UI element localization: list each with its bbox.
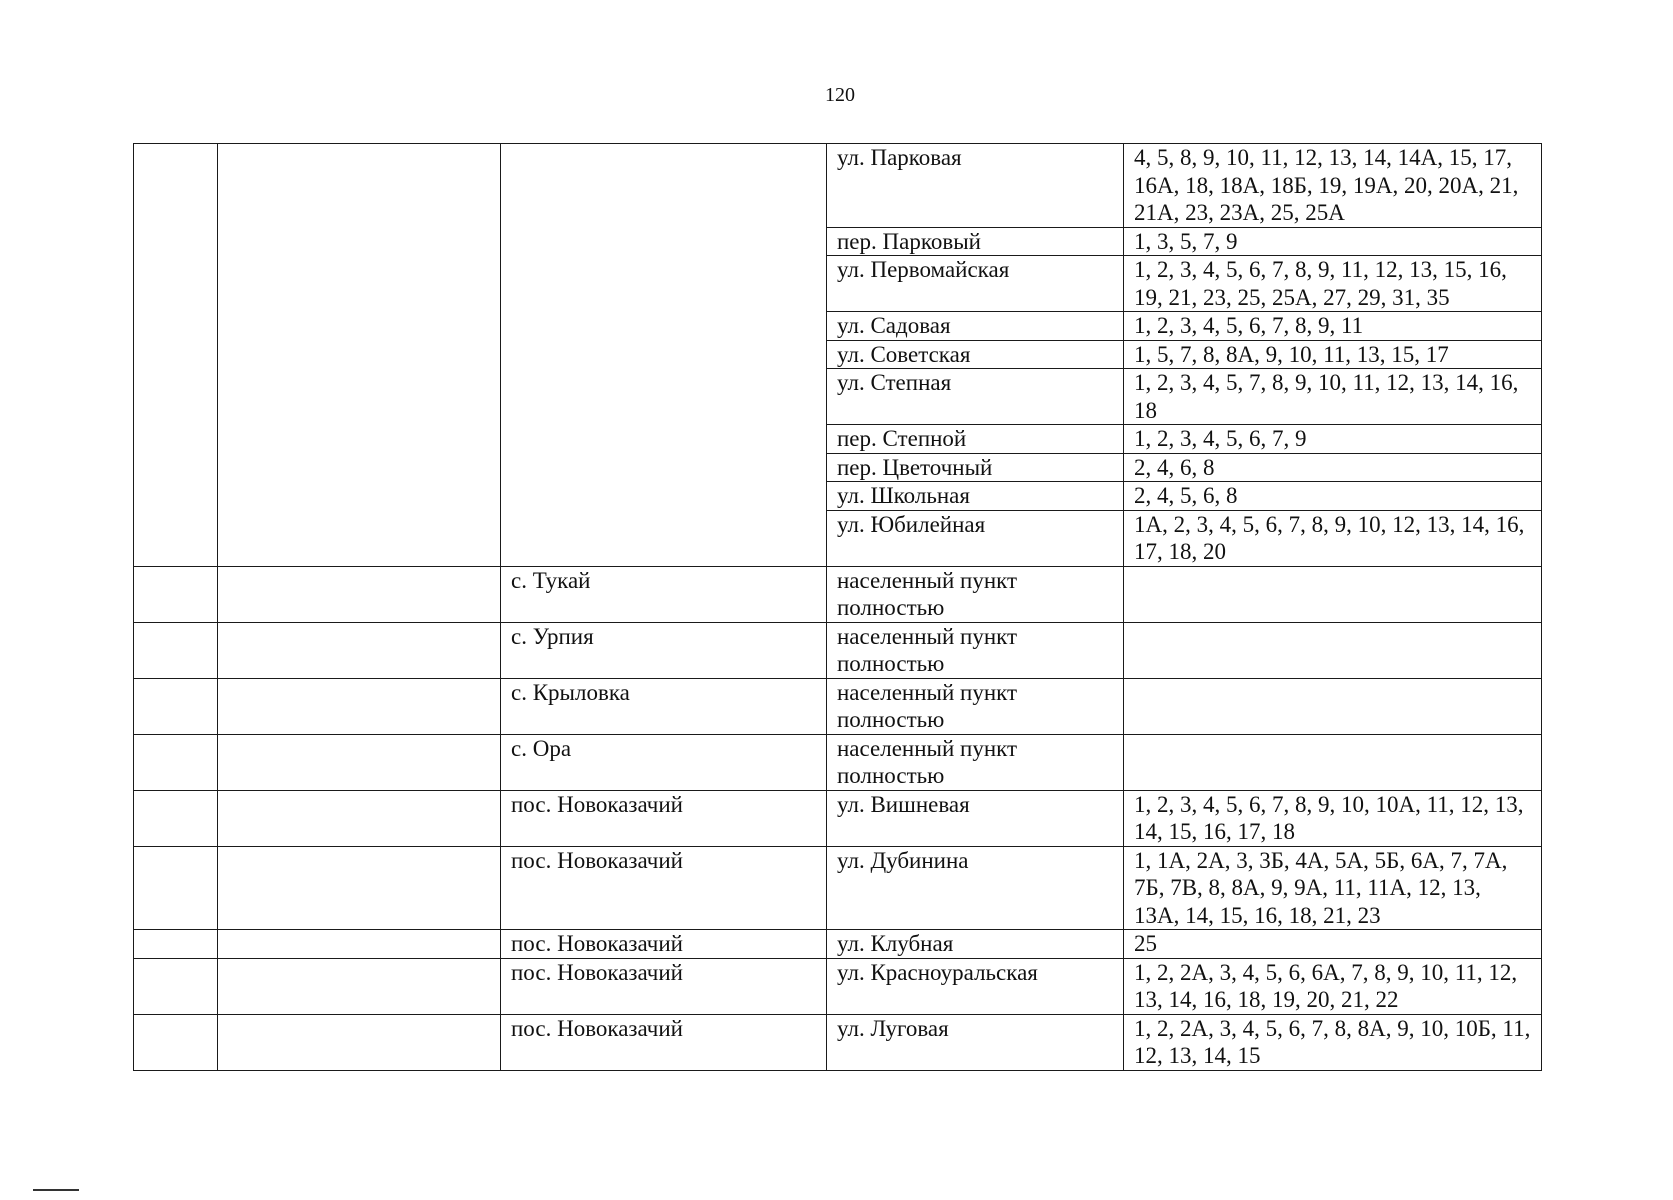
- houses-cell: 1, 2, 3, 4, 5, 6, 7, 8, 9, 11: [1124, 312, 1542, 341]
- district-cell: [218, 930, 501, 959]
- street-cell: ул. Вишневая: [827, 790, 1124, 846]
- street-cell: ул. Советская: [827, 340, 1124, 369]
- number-cell: [134, 1014, 218, 1070]
- houses-cell: 1, 1А, 2А, 3, 3Б, 4А, 5А, 5Б, 6А, 7, 7А, 7Б, 7В, 8, 8А, 9, 9А, 11, 11А, 12, 13, 13А, 14, 15, 16, 18, 21, 23: [1124, 846, 1542, 930]
- street-cell: пер. Парковый: [827, 227, 1124, 256]
- houses-cell: 2, 4, 5, 6, 8: [1124, 482, 1542, 511]
- table-row: [134, 622, 1542, 678]
- district-cell: [218, 566, 501, 622]
- number-cell: [134, 734, 218, 790]
- table-row: [134, 790, 1542, 846]
- settlement-cell: с. Тукай: [501, 566, 827, 622]
- number-cell: [134, 566, 218, 622]
- houses-cell: 1А, 2, 3, 4, 5, 6, 7, 8, 9, 10, 12, 13, 14, 16, 17, 18, 20: [1124, 510, 1542, 566]
- street-cell: ул. Школьная: [827, 482, 1124, 511]
- houses-cell: 1, 2, 2А, 3, 4, 5, 6, 7, 8, 8А, 9, 10, 10Б, 11, 12, 13, 14, 15: [1124, 1014, 1542, 1070]
- district-cell: [218, 144, 501, 567]
- settlement-cell: с. Урпия: [501, 622, 827, 678]
- number-cell: [134, 958, 218, 1014]
- table-row: [134, 846, 1542, 930]
- settlement-cell: пос. Новоказачий: [501, 958, 827, 1014]
- table-row: [134, 930, 1542, 959]
- district-cell: [218, 846, 501, 930]
- settlement-cell: с. Ора: [501, 734, 827, 790]
- table-row: [134, 1014, 1542, 1070]
- street-cell: ул. Степная: [827, 369, 1124, 425]
- settlement-cell: пос. Новоказачий: [501, 1014, 827, 1070]
- houses-cell: [1124, 622, 1542, 678]
- number-cell: [134, 930, 218, 959]
- street-cell: ул. Парковая: [827, 144, 1124, 228]
- houses-cell: 1, 2, 2А, 3, 4, 5, 6, 6А, 7, 8, 9, 10, 11, 12, 13, 14, 16, 18, 19, 20, 21, 22: [1124, 958, 1542, 1014]
- houses-cell: [1124, 734, 1542, 790]
- street-cell: пер. Степной: [827, 425, 1124, 454]
- district-cell: [218, 678, 501, 734]
- houses-cell: 1, 2, 3, 4, 5, 6, 7, 9: [1124, 425, 1542, 454]
- street-cell: ул. Первомайская: [827, 256, 1124, 312]
- settlement-cell: пос. Новоказачий: [501, 846, 827, 930]
- street-cell: населенный пункт полностью: [827, 566, 1124, 622]
- table-row: [134, 144, 1542, 228]
- street-cell: населенный пункт полностью: [827, 678, 1124, 734]
- number-cell: [134, 678, 218, 734]
- number-cell: [134, 846, 218, 930]
- number-cell: [134, 144, 218, 567]
- table-row: [134, 566, 1542, 622]
- district-cell: [218, 790, 501, 846]
- street-cell: населенный пункт полностью: [827, 734, 1124, 790]
- street-cell: населенный пункт полностью: [827, 622, 1124, 678]
- houses-cell: 4, 5, 8, 9, 10, 11, 12, 13, 14, 14А, 15, 17, 16А, 18, 18А, 18Б, 19, 19А, 20, 20А, 21, 21А, 23, 23А, 25, 25А: [1124, 144, 1542, 228]
- table-row: [134, 734, 1542, 790]
- number-cell: [134, 622, 218, 678]
- address-table: [133, 143, 1542, 1071]
- houses-cell: [1124, 566, 1542, 622]
- district-cell: [218, 734, 501, 790]
- houses-cell: 1, 2, 3, 4, 5, 7, 8, 9, 10, 11, 12, 13, 14, 16, 18: [1124, 369, 1542, 425]
- street-cell: ул. Клубная: [827, 930, 1124, 959]
- settlement-cell: [501, 144, 827, 567]
- table-row: [134, 678, 1542, 734]
- street-cell: ул. Садовая: [827, 312, 1124, 341]
- table-row: [134, 958, 1542, 1014]
- street-cell: ул. Луговая: [827, 1014, 1124, 1070]
- district-cell: [218, 958, 501, 1014]
- address-table-body: [134, 144, 1542, 1071]
- street-cell: пер. Цветочный: [827, 453, 1124, 482]
- houses-cell: 1, 5, 7, 8, 8А, 9, 10, 11, 13, 15, 17: [1124, 340, 1542, 369]
- district-cell: [218, 622, 501, 678]
- houses-cell: 1, 2, 3, 4, 5, 6, 7, 8, 9, 11, 12, 13, 15, 16, 19, 21, 23, 25, 25А, 27, 29, 31, 35: [1124, 256, 1542, 312]
- number-cell: [134, 790, 218, 846]
- street-cell: ул. Дубинина: [827, 846, 1124, 930]
- houses-cell: 2, 4, 6, 8: [1124, 453, 1542, 482]
- district-cell: [218, 1014, 501, 1070]
- settlement-cell: пос. Новоказачий: [501, 790, 827, 846]
- footer-line: [33, 1189, 79, 1191]
- settlement-cell: пос. Новоказачий: [501, 930, 827, 959]
- street-cell: ул. Красноуральская: [827, 958, 1124, 1014]
- houses-cell: [1124, 678, 1542, 734]
- street-cell: ул. Юбилейная: [827, 510, 1124, 566]
- houses-cell: 25: [1124, 930, 1542, 959]
- settlement-cell: с. Крыловка: [501, 678, 827, 734]
- houses-cell: 1, 3, 5, 7, 9: [1124, 227, 1542, 256]
- page-number: 120: [825, 84, 855, 106]
- houses-cell: 1, 2, 3, 4, 5, 6, 7, 8, 9, 10, 10А, 11, 12, 13, 14, 15, 16, 17, 18: [1124, 790, 1542, 846]
